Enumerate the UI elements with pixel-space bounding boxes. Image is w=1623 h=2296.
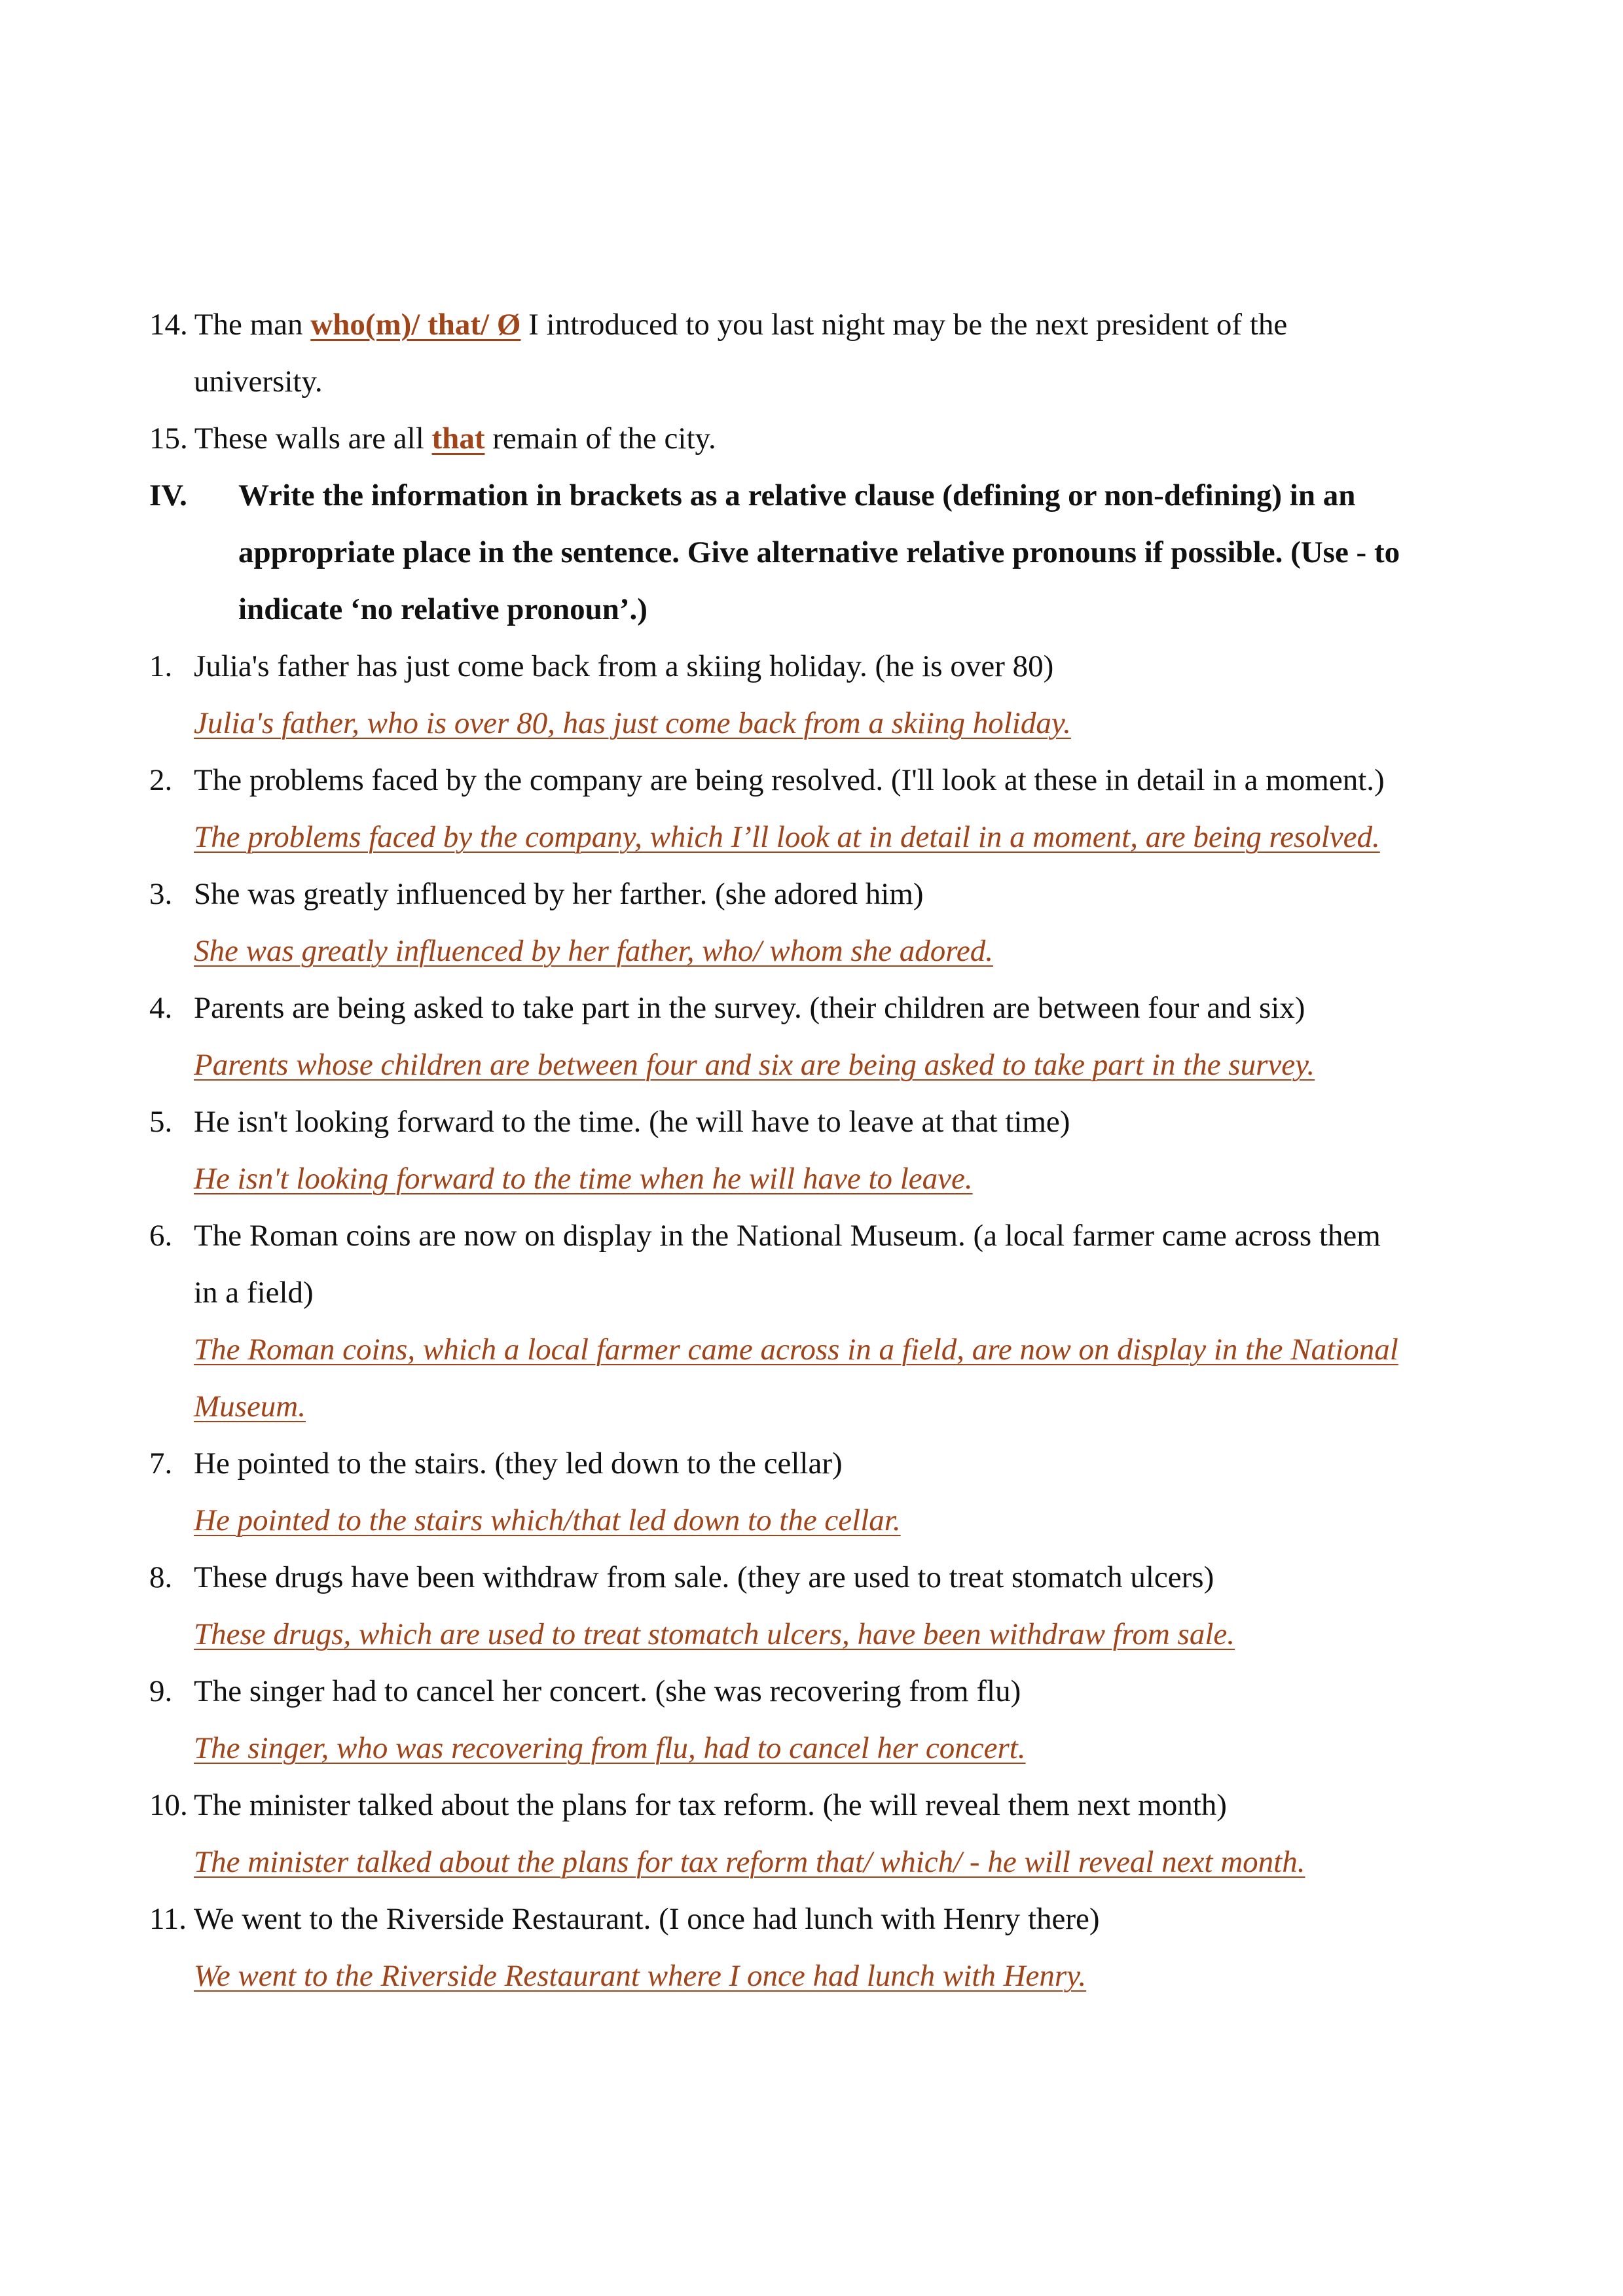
item-answer: Parents whose children are between four and six are being asked to take part in the survey. bbox=[194, 1048, 1315, 1082]
item-answer: These drugs, which are used to treat stomatch ulcers, have been withdraw from sale. bbox=[194, 1617, 1235, 1651]
item-question-continued: in a field) bbox=[194, 1276, 314, 1310]
item-question: Parents are being asked to take part in the survey. (their children are between four and six) bbox=[194, 991, 1305, 1025]
item-number: 9. bbox=[149, 1674, 173, 1708]
item-question: We went to the Riverside Restaurant. (I once had lunch with Henry there) bbox=[194, 1902, 1100, 1936]
question-number: 14. bbox=[149, 308, 188, 342]
question-text: remain of the city. bbox=[484, 422, 716, 456]
item-answer: Julia's father, who is over 80, has just come back from a skiing holiday. bbox=[194, 706, 1071, 740]
fill-in-answer: that bbox=[431, 422, 485, 456]
item-number: 4. bbox=[149, 991, 173, 1025]
item-number: 3. bbox=[149, 877, 173, 911]
item-answer-continued: Museum. bbox=[194, 1390, 306, 1424]
item-number: 10. bbox=[149, 1788, 188, 1822]
item-answer: The singer, who was recovering from flu, had to cancel her concert. bbox=[194, 1731, 1026, 1765]
item-number: 5. bbox=[149, 1105, 173, 1139]
item-number: 6. bbox=[149, 1219, 173, 1253]
question-text: The man bbox=[194, 308, 311, 342]
item-question: The minister talked about the plans for tax reform. (he will reveal them next month) bbox=[194, 1788, 1227, 1822]
item-answer: The problems faced by the company, which I’ll look at in detail in a moment, are being resolved. bbox=[194, 820, 1380, 854]
item-question: The Roman coins are now on display in the National Museum. (a local farmer came across them bbox=[194, 1219, 1381, 1253]
item-question: The singer had to cancel her concert. (she was recovering from flu) bbox=[194, 1674, 1021, 1708]
item-answer: We went to the Riverside Restaurant where I once had lunch with Henry. bbox=[194, 1959, 1087, 1993]
item-question: These drugs have been withdraw from sale. (they are used to treat stomatch ulcers) bbox=[194, 1560, 1214, 1594]
item-answer: He pointed to the stairs which/that led down to the cellar. bbox=[194, 1503, 901, 1537]
item-number: 11. bbox=[149, 1902, 187, 1936]
section-iv-instruction: indicate ‘no relative pronoun’.) bbox=[238, 592, 647, 626]
section-iv-numeral: IV. bbox=[149, 478, 187, 512]
item-number: 7. bbox=[149, 1446, 173, 1480]
item-question: She was greatly influenced by her farther. (she adored him) bbox=[194, 877, 924, 911]
item-question: He isn't looking forward to the time. (he will have to leave at that time) bbox=[194, 1105, 1070, 1139]
item-number: 8. bbox=[149, 1560, 173, 1594]
item-question: Julia's father has just come back from a skiing holiday. (he is over 80) bbox=[194, 649, 1054, 683]
question-number: 15. bbox=[149, 422, 188, 456]
question-15-line bbox=[149, 419, 716, 458]
item-question: The problems faced by the company are being resolved. (I'll look at these in detail in a moment.) bbox=[194, 763, 1385, 797]
question-text: These walls are all bbox=[194, 422, 432, 456]
item-answer: The minister talked about the plans for tax reform that/ which/ - he will reveal next month. bbox=[194, 1845, 1305, 1879]
question-14-continued bbox=[194, 362, 323, 401]
item-answer: She was greatly influenced by her father, who/ whom she adored. bbox=[194, 934, 993, 968]
question-text: university. bbox=[194, 365, 323, 399]
question-text: I introduced to you last night may be the next president of the bbox=[520, 308, 1288, 342]
section-iv-instruction: Write the information in brackets as a relative clause (defining or non-defining) in an bbox=[238, 478, 1356, 512]
section-iv-instruction: appropriate place in the sentence. Give alternative relative pronouns if possible. (Use - to bbox=[238, 535, 1400, 569]
item-number: 2. bbox=[149, 763, 173, 797]
item-number: 1. bbox=[149, 649, 173, 683]
fill-in-answer: who(m)/ that/ Ø bbox=[310, 308, 521, 342]
item-question: He pointed to the stairs. (they led down to the cellar) bbox=[194, 1446, 843, 1480]
item-answer: He isn't looking forward to the time when he will have to leave. bbox=[194, 1162, 973, 1196]
item-answer: The Roman coins, which a local farmer came across in a field, are now on display in the National bbox=[194, 1333, 1398, 1367]
question-14-line bbox=[149, 305, 1287, 344]
